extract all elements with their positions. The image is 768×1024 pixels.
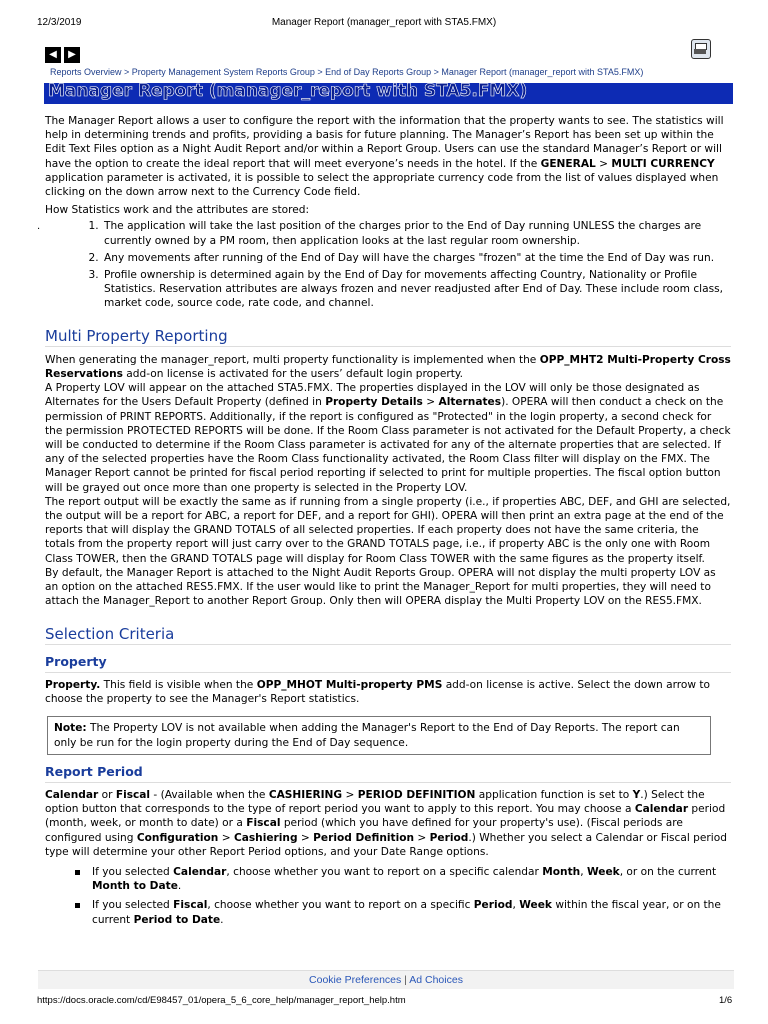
cookie-bar	[38, 970, 734, 989]
list-item: If you selected Calendar, choose whether you want to report on a specific calendar Month, Week, or on the current Month to Date.	[92, 865, 731, 893]
left-arrow-icon[interactable]: ◀	[45, 47, 61, 63]
list-item: 1. The application will take the last position of the charges prior to the End of Day running UNLESS the charges are currently owned by a PM room, then application looks at the last regular room ownership.	[102, 219, 731, 247]
print-date: 12/3/2019	[37, 17, 82, 28]
page-title-bar	[44, 83, 733, 104]
statistics-list	[45, 219, 731, 310]
printer-icon[interactable]	[691, 39, 711, 59]
ad-choices-link[interactable]: Ad Choices	[409, 974, 463, 986]
main-content	[45, 114, 731, 932]
multi-paragraph-3: The report output will be exactly the same as if running from a single property (i.e., if properties ABC, DEF, and GHI are selected, the output will be a report for ABC, a report for DEF, and a report for GHI). OPERA will then print an extra page at the end of the reports that will display the GRAND TOTALS of all selected properties. If each property does not have the same criteria, the totals from the property report will just carry over to the GRAND TOTALS page, i.e., if property ABC is the only one with Room Class TOWER, then the GRAND TOTALS page will display for Room Class TOWER with the same figures as the property itself.	[45, 495, 731, 565]
list-item: 3. Profile ownership is determined again by the End of Day for movements affecting Country, Nationality or Profile Statistics. Reservation attributes are always frozen and never readjusted after End of Day. These include room class, market code, source code, rate code, and channel.	[102, 268, 731, 311]
statistics-intro: How Statistics work and the attributes are stored:	[45, 204, 310, 217]
breadcrumb[interactable]: Reports Overview > Property Management System Reports Group > End of Day Reports Group > Manager Report (manager_report with STA5.FMX)	[50, 67, 644, 77]
note-box: Note: The Property LOV is not available when adding the Manager's Report to the End of Day Reports. The report can only be run for the login property during the End of Day sequence.	[47, 716, 711, 754]
page-title: Manager Report (manager_report with STA5.FMX)	[48, 81, 528, 101]
period-options-list	[45, 865, 731, 927]
page-url: https://docs.oracle.com/cd/E98457_01/opera_5_6_core_help/manager_report_help.htm	[37, 995, 406, 1006]
print-header	[0, 0, 768, 30]
multi-property-heading: Multi Property Reporting	[45, 329, 731, 347]
right-arrow-icon[interactable]: ▶	[64, 47, 80, 63]
multi-paragraph-1: When generating the manager_report, multi property functionality is implemented when the OPP_MHT2 Multi-Property Cross Reservations add-on license is activated for the users’ default login property.	[45, 353, 731, 381]
cookie-separator: |	[401, 974, 410, 986]
multi-paragraph-2: A Property LOV will appear on the attached STA5.FMX. The properties displayed in the LOV will only be those designated as Alternates for the Users Default Property (defined in Property Details > Alternates). OPERA will then conduct a check on the permission of PRINT REPORTS. Additionally, if the report is configured as "Protected" in the login property, a second check for the permission PROTECTED REPORTS will be done. If the Room Class parameter is not activated for the Default Property, a check will be conducted to determine if the Room Class parameter is activated for any of the alternate properties that are selected. If any of the selected properties have the Room Class functionality activated, the Room Class filter will display on the FMX. The Manager Report cannot be printed for fiscal period reporting if selected to print for multiple properties. The fiscal option button will be grayed out once more than one property is selected in the Property LOV.	[45, 382, 731, 494]
list-item: 2. Any movements after running of the End of Day will have the charges "frozen" at the time the End of Day was run.	[102, 251, 731, 265]
property-heading: Property	[45, 655, 731, 673]
page-number: 1/6	[719, 995, 733, 1006]
report-period-heading: Report Period	[45, 765, 731, 783]
report-period-paragraph: Calendar or Fiscal - (Available when the CASHIERING > PERIOD DEFINITION application function is set to Y.) Select the option button that corresponds to the type of report period you want to apply to this report. You may choose a Calendar period (month, week, or month to date) or a Fiscal period (which you have defined for your property's use). (Fiscal periods are configured using Configuration > Cashiering > Period Definition > Period.) Whether you select a Calendar or Fiscal period type will determine your other Report Period options, and your Date Range options.	[45, 788, 727, 858]
property-paragraph: Property. This field is visible when the OPP_MHOT Multi-property PMS add-on license is active. Select the down arrow to choose the property to see the Manager's Report statistics.	[45, 678, 711, 706]
cookie-preferences-link[interactable]: Cookie Preferences	[309, 974, 402, 986]
multi-paragraph-4: By default, the Manager Report is attached to the Night Audit Reports Group. OPERA will not display the multi property LOV as an option on the attached RES5.FMX. If the user would like to print the Manager_Report for multi properties, they will need to attach the Manager_Report to another Report Group. Only then will OPERA display the Multi Property LOV on the RES5.FMX.	[45, 566, 716, 608]
topic-navigation	[45, 47, 80, 63]
selection-criteria-heading: Selection Criteria	[45, 627, 731, 645]
stray-dot: .	[37, 221, 41, 232]
intro-paragraph: The Manager Report allows a user to configure the report with the information that the property wants to see. The statistics will help in determining trends and profits, providing a basis for future planning. The Manager’s Report has been set up within the Edit Text Files option as a Night Audit Report and/or within a Report Group. Users can use the standard Manager’s Report or will have the option to create the ideal report that will meet everyone’s needs in the hotel. If the GENERAL > MULTI CURRENCY application parameter is activated, it is possible to select the appropriate currency code from the list of values displayed when clicking on the down arrow next to the Currency Code field.	[45, 115, 724, 199]
print-title: Manager Report (manager_report with STA5.FMX)	[271, 17, 497, 28]
note-label: Note:	[54, 722, 87, 735]
list-item: If you selected Fiscal, choose whether you want to report on a specific Period, Week within the fiscal year, or on the current Period to Date.	[92, 898, 731, 926]
